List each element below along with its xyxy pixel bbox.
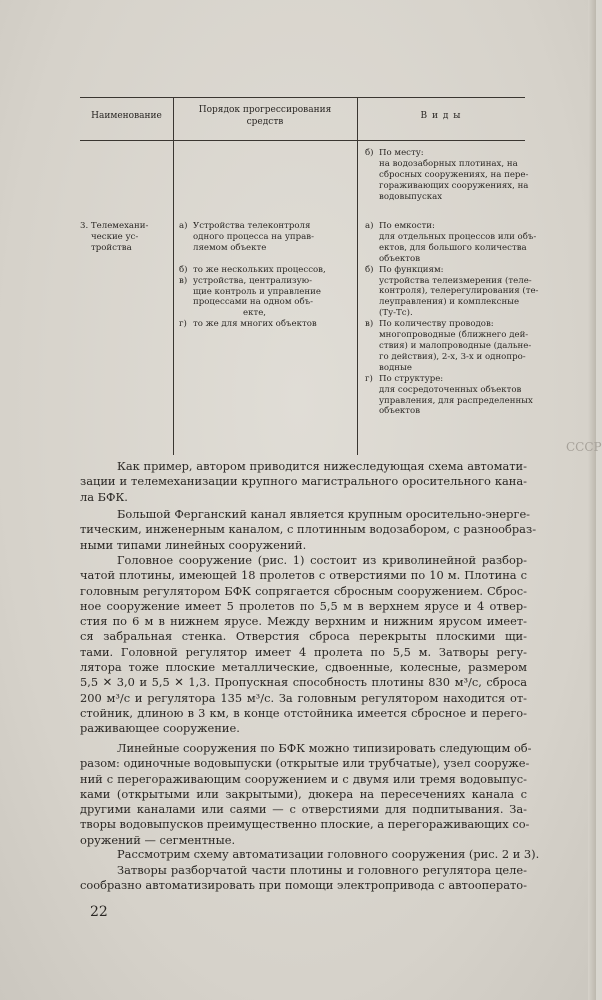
list-item: б) то же нескольких процессов, bbox=[179, 264, 326, 275]
header-kinds: В и д ы bbox=[420, 111, 462, 121]
list-item: г) По структуре: bbox=[365, 373, 444, 384]
header-name: Наименование bbox=[91, 111, 162, 121]
list-item: на водозаборных плотинах, на сбросных сооружениях, на пере- гораживающих сооружениях, на водовыпусках bbox=[379, 158, 529, 202]
header-order: Порядок прогрессирования средств bbox=[198, 105, 332, 127]
table-column-divider-1 bbox=[173, 97, 174, 455]
paragraph-2: Большой Ферганский канал является крупным оросительно-энерге- тическим, инженерным каналом, с плотинным водозабором, с разнообраз- ными типами линейных сооружений. bbox=[80, 507, 537, 552]
list-item: г) то же для многих объектов bbox=[179, 319, 317, 330]
paragraph-1: Как пример, автором приводится нижеследующая схема автомати- зации и телемеханизации крупного магистрального оросительного кана- ла БФК. bbox=[80, 459, 527, 504]
table-header-rule bbox=[80, 140, 525, 141]
table-top-rule bbox=[80, 97, 525, 98]
paragraph-5: Рассмотрим схему автоматизации головного сооружения (рис. 2 и 3). bbox=[117, 847, 540, 861]
list-item: в) устройства, централизую- щие контроль и управление процессами на одном объ- екте, bbox=[179, 275, 321, 319]
list-item: а) По емкости: bbox=[365, 221, 435, 231]
paragraph-3: Головное сооружение (рис. 1) состоит из криволинейной разбор- чатой плотины, имеющей 18 пролетов с отверстиями по 10 м. Плотина с головным регулятором БФК сопрягается сбросным сооружением. Сброс- ное сооружение имеет 5 пролетов по 5,5 м в верхнем ярусе и 4 отвер- стия по 6 м в нижнем ярусе. Между верхним и нижним ярусом имеет- ся забральная стенка. Отверстия сброса перекрыты плоскими щи- тами. Головной регулятор имеет 4 пролета по 5,5 м. Затворы регу- лятора тоже плоские металлические, сдвоенные, колесные, размером 5,5 ✕ 3,0 и 5,5 ✕ 1,3. Пропускная способность плотины 830 м³/с, сброса 200 м³/с и регулятора 135 м³/с. За головным регулятором находится от- стойник, длиною в 3 км, в конце отстойника имеется сбросное и перего- раживающее сооружение. bbox=[80, 553, 527, 736]
list-item: для сосредоточенных объектов управления, для распределенных объектов bbox=[379, 384, 533, 417]
list-item: б) По функциям: bbox=[365, 264, 444, 275]
kinds-cell-main bbox=[365, 221, 539, 417]
list-item: б) По месту: bbox=[365, 148, 424, 158]
order-cell bbox=[179, 221, 357, 330]
list-item: в) По количеству проводов: многопроводные (ближнего дей- ствия) и малопроводные (дальне- го действия), 2-х, 3-х и однопро- водные bbox=[365, 319, 532, 373]
classification-table bbox=[80, 97, 539, 455]
list-item: а) Устройства телеконтроля одного процесса на управ- ляемом объекте bbox=[179, 221, 315, 253]
table-column-divider-2 bbox=[357, 97, 358, 455]
page-number: 22 bbox=[90, 904, 108, 920]
list-item: для отдельных процессов или объ- ектов, для большого количества объектов bbox=[379, 231, 537, 264]
page-edge-shadow bbox=[588, 0, 596, 1000]
margin-mark: СССР bbox=[566, 440, 602, 454]
paragraph-6: Затворы разборчатой части плотины и головного регулятора целе- сообразно автоматизировать при помощи электропривода с автооперато- bbox=[80, 863, 527, 893]
list-item: устройства телеизмерения (теле- контроля), телерегулирования (те- леуправления) и комплексные (Ту-Тс). bbox=[379, 275, 539, 319]
paragraph-4: Линейные сооружения по БФК можно типизировать следующим об- разом: одиночные водовыпуски (открытые или трубчатые), узел сооруже- ний с перегораживающим сооружением и с двумя или тремя водовыпус- ками (открытыми или закрытыми), дюкера на пересечениях канала с другими каналами или саями — с отверстиями для подпитывания. За- творы водовыпусков преимущественно плоские, а перегораживающих со- оружений — сегментные. bbox=[80, 741, 532, 847]
kinds-cell-top bbox=[365, 148, 529, 203]
name-cell: 3. Телемехани- ческие ус- тройства bbox=[80, 221, 149, 253]
